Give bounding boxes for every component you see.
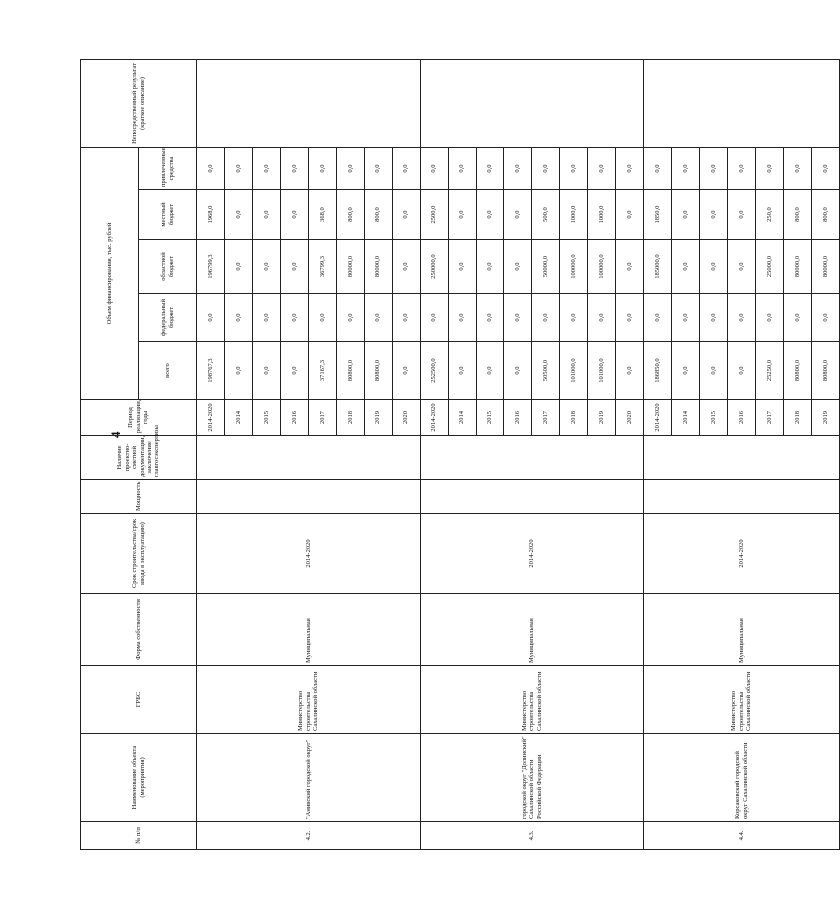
period-cell: 2017 <box>756 400 784 436</box>
regional-cell: 0,0 <box>728 240 756 294</box>
total-cell: 0,0 <box>700 342 728 400</box>
period-cell: 2018 <box>784 400 812 436</box>
period-cell: 2015 <box>476 400 504 436</box>
period-cell: 2014 <box>224 400 252 436</box>
object-number: 4.2. <box>197 822 421 850</box>
header-funding-group: Объем финансирования, тыс. рублей <box>81 148 139 400</box>
header-num: № п/п <box>81 822 197 850</box>
header-period: Период реализации, годы <box>81 400 197 436</box>
period-cell: 2016 <box>504 400 532 436</box>
object-design-docs <box>197 436 421 480</box>
attracted-cell: 0,0 <box>728 148 756 190</box>
federal-cell: 0,0 <box>811 294 839 342</box>
header-grbs: ГРБС <box>81 666 197 734</box>
federal-cell: 0,0 <box>756 294 784 342</box>
federal-cell: 0,0 <box>644 294 672 342</box>
total-cell: 0,0 <box>448 342 476 400</box>
total-cell: 101000,0 <box>588 342 616 400</box>
local-cell: 1000,0 <box>588 190 616 240</box>
federal-cell: 0,0 <box>616 294 644 342</box>
period-cell: 2015 <box>700 400 728 436</box>
object-ownership: Муниципальная <box>420 594 644 666</box>
object-grbs: Министерство строительства Сахалинской области <box>197 666 421 734</box>
local-cell: 500,0 <box>532 190 560 240</box>
object-design-docs <box>644 436 840 480</box>
regional-cell: 0,0 <box>392 240 420 294</box>
object-term: 2014-2020 <box>420 514 644 594</box>
regional-cell: 25000,0 <box>756 240 784 294</box>
local-cell: 0,0 <box>252 190 280 240</box>
object-name: городской округ "Долинский" Сахалинской области Российской Федерации <box>420 734 644 822</box>
period-cell: 2020 <box>616 400 644 436</box>
regional-cell: 50000,0 <box>532 240 560 294</box>
attracted-cell: 0,0 <box>280 148 308 190</box>
regional-cell: 0,0 <box>476 240 504 294</box>
attracted-cell: 0,0 <box>252 148 280 190</box>
period-cell: 2016 <box>280 400 308 436</box>
period-cell: 2019 <box>811 400 839 436</box>
period-cell: 2020 <box>392 400 420 436</box>
header-regional: областной бюджет <box>139 240 197 294</box>
attracted-cell: 0,0 <box>560 148 588 190</box>
total-cell: 25250,0 <box>756 342 784 400</box>
attracted-cell: 0,0 <box>784 148 812 190</box>
period-cell: 2014 <box>448 400 476 436</box>
object-capacity <box>644 480 840 514</box>
object-name: Корсаковский городской округ Сахалинской области <box>644 734 840 822</box>
object-number: 4.3. <box>420 822 644 850</box>
attracted-cell: 0,0 <box>448 148 476 190</box>
local-cell: 0,0 <box>700 190 728 240</box>
object-name: "Анивский городской округ" <box>197 734 421 822</box>
attracted-cell: 0,0 <box>672 148 700 190</box>
attracted-cell: 0,0 <box>336 148 364 190</box>
regional-cell: 0,0 <box>700 240 728 294</box>
federal-cell: 0,0 <box>197 294 225 342</box>
attracted-cell: 0,0 <box>616 148 644 190</box>
total-cell: 0,0 <box>672 342 700 400</box>
local-cell: 800,0 <box>784 190 812 240</box>
total-cell: 0,0 <box>728 342 756 400</box>
object-capacity <box>197 480 421 514</box>
local-cell: 0,0 <box>616 190 644 240</box>
total-cell: 0,0 <box>504 342 532 400</box>
local-cell: 0,0 <box>476 190 504 240</box>
regional-cell: 100000,0 <box>560 240 588 294</box>
local-cell: 1850,0 <box>644 190 672 240</box>
period-cell: 2015 <box>252 400 280 436</box>
regional-cell: 196799,3 <box>197 240 225 294</box>
federal-cell: 0,0 <box>476 294 504 342</box>
attracted-cell: 0,0 <box>644 148 672 190</box>
header-capacity: Мощность <box>81 480 197 514</box>
federal-cell: 0,0 <box>308 294 336 342</box>
period-cell: 2014-2020 <box>197 400 225 436</box>
federal-cell: 0,0 <box>336 294 364 342</box>
federal-cell: 0,0 <box>532 294 560 342</box>
federal-cell: 0,0 <box>224 294 252 342</box>
header-name: Наименование объекта (мероприятия) <box>81 734 197 822</box>
regional-cell: 0,0 <box>252 240 280 294</box>
federal-cell: 0,0 <box>700 294 728 342</box>
period-cell: 2019 <box>364 400 392 436</box>
total-cell: 0,0 <box>392 342 420 400</box>
attracted-cell: 0,0 <box>308 148 336 190</box>
local-cell: 0,0 <box>448 190 476 240</box>
object-ownership: Муниципальная <box>197 594 421 666</box>
local-cell: 1968,0 <box>197 190 225 240</box>
attracted-cell: 0,0 <box>197 148 225 190</box>
attracted-cell: 0,0 <box>756 148 784 190</box>
header-attracted: привлеченные средства <box>139 148 197 190</box>
total-cell: 101000,0 <box>560 342 588 400</box>
object-result <box>420 60 644 148</box>
attracted-cell: 0,0 <box>364 148 392 190</box>
table-row <box>420 60 448 850</box>
local-cell: 0,0 <box>672 190 700 240</box>
regional-cell: 80000,0 <box>784 240 812 294</box>
regional-cell: 36799,3 <box>308 240 336 294</box>
period-cell: 2014 <box>672 400 700 436</box>
object-design-docs <box>420 436 644 480</box>
attracted-cell: 0,0 <box>224 148 252 190</box>
header-result: Непосредственный результат (краткое описание) <box>81 60 197 148</box>
regional-cell: 80000,0 <box>336 240 364 294</box>
attracted-cell: 0,0 <box>532 148 560 190</box>
period-cell: 2018 <box>336 400 364 436</box>
local-cell: 800,0 <box>336 190 364 240</box>
header-local: местный бюджет <box>139 190 197 240</box>
period-cell: 2014-2020 <box>420 400 448 436</box>
funding-table-body <box>197 60 840 850</box>
regional-cell: 0,0 <box>224 240 252 294</box>
total-cell: 0,0 <box>252 342 280 400</box>
local-cell: 250,0 <box>756 190 784 240</box>
regional-cell: 80000,0 <box>364 240 392 294</box>
local-cell: 2500,0 <box>420 190 448 240</box>
attracted-cell: 0,0 <box>700 148 728 190</box>
local-cell: 368,0 <box>308 190 336 240</box>
local-cell: 800,0 <box>364 190 392 240</box>
header-federal: федеральный бюджет <box>139 294 197 342</box>
regional-cell: 0,0 <box>672 240 700 294</box>
local-cell: 0,0 <box>728 190 756 240</box>
federal-cell: 0,0 <box>364 294 392 342</box>
total-cell: 50500,0 <box>532 342 560 400</box>
attracted-cell: 0,0 <box>811 148 839 190</box>
total-cell: 0,0 <box>280 342 308 400</box>
object-result <box>644 60 840 148</box>
period-cell: 2014-2020 <box>644 400 672 436</box>
total-cell: 80800,0 <box>811 342 839 400</box>
header-ownership: Форма собственности <box>81 594 197 666</box>
total-cell: 186850,0 <box>644 342 672 400</box>
federal-cell: 0,0 <box>560 294 588 342</box>
object-result <box>197 60 421 148</box>
federal-cell: 0,0 <box>504 294 532 342</box>
federal-cell: 0,0 <box>784 294 812 342</box>
local-cell: 0,0 <box>224 190 252 240</box>
attracted-cell: 0,0 <box>588 148 616 190</box>
object-ownership: Муниципальная <box>644 594 840 666</box>
page-number: 4 <box>108 431 123 438</box>
regional-cell: 100000,0 <box>588 240 616 294</box>
local-cell: 1000,0 <box>560 190 588 240</box>
federal-cell: 0,0 <box>420 294 448 342</box>
local-cell: 0,0 <box>280 190 308 240</box>
attracted-cell: 0,0 <box>420 148 448 190</box>
total-cell: 0,0 <box>476 342 504 400</box>
attracted-cell: 0,0 <box>476 148 504 190</box>
regional-cell: 250000,0 <box>420 240 448 294</box>
object-term: 2014-2020 <box>644 514 840 594</box>
federal-cell: 0,0 <box>672 294 700 342</box>
total-cell: 198767,3 <box>197 342 225 400</box>
period-cell: 2019 <box>588 400 616 436</box>
regional-cell: 185000,0 <box>644 240 672 294</box>
regional-cell: 0,0 <box>280 240 308 294</box>
object-capacity <box>420 480 644 514</box>
total-cell: 37167,3 <box>308 342 336 400</box>
regional-cell: 80000,0 <box>811 240 839 294</box>
federal-cell: 0,0 <box>392 294 420 342</box>
period-cell: 2017 <box>532 400 560 436</box>
federal-cell: 0,0 <box>448 294 476 342</box>
total-cell: 80800,0 <box>336 342 364 400</box>
total-cell: 80800,0 <box>364 342 392 400</box>
local-cell: 800,0 <box>811 190 839 240</box>
attracted-cell: 0,0 <box>504 148 532 190</box>
federal-cell: 0,0 <box>280 294 308 342</box>
header-term: Срок строительства/срок ввода в эксплуатацию) <box>81 514 197 594</box>
attracted-cell: 0,0 <box>392 148 420 190</box>
funding-table-page <box>80 60 840 850</box>
object-grbs: Министерство строительства Сахалинской области <box>420 666 644 734</box>
object-number: 4.4. <box>644 822 840 850</box>
total-cell: 252500,0 <box>420 342 448 400</box>
header-design-docs: Наличие проектно-сметной документации, заключение главгосэкспертизы <box>81 436 197 480</box>
header-total: всего <box>139 342 197 400</box>
federal-cell: 0,0 <box>588 294 616 342</box>
regional-cell: 0,0 <box>616 240 644 294</box>
object-term: 2014-2020 <box>197 514 421 594</box>
funding-table <box>80 59 840 850</box>
local-cell: 0,0 <box>392 190 420 240</box>
table-row <box>197 60 225 850</box>
federal-cell: 0,0 <box>252 294 280 342</box>
total-cell: 80800,0 <box>784 342 812 400</box>
object-grbs: Министерство строительства Сахалинской области <box>644 666 840 734</box>
federal-cell: 0,0 <box>728 294 756 342</box>
table-row <box>644 60 672 850</box>
total-cell: 0,0 <box>616 342 644 400</box>
local-cell: 0,0 <box>504 190 532 240</box>
period-cell: 2018 <box>560 400 588 436</box>
period-cell: 2017 <box>308 400 336 436</box>
total-cell: 0,0 <box>224 342 252 400</box>
period-cell: 2016 <box>728 400 756 436</box>
regional-cell: 0,0 <box>448 240 476 294</box>
regional-cell: 0,0 <box>504 240 532 294</box>
